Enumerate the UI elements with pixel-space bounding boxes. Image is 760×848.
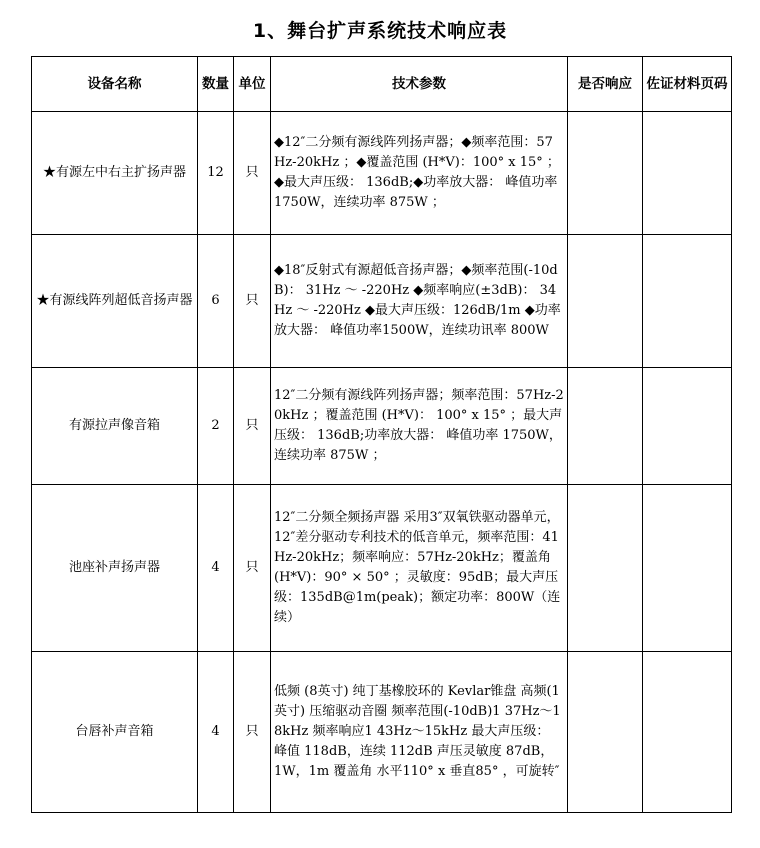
tech-params-cell: ◆18″反射式有源超低音扬声器；◆频率范围(-10dB)： 31Hz ～ -220Hz ◆频率响应(±3dB)： 34 Hz ～ -220Hz ◆最大声压级：126dB/1m ◆功率放大器： 峰值功率1500W，连续功讯率 800W xyxy=(271,235,568,368)
quantity-cell: 12 xyxy=(198,112,234,235)
unit-cell: 只 xyxy=(234,112,271,235)
tech-response-table xyxy=(31,56,732,813)
device-name-cell: 台唇补声音箱 xyxy=(32,652,198,813)
unit-cell: 只 xyxy=(234,235,271,368)
table-header-row xyxy=(32,57,732,112)
device-name-cell: ★有源线阵列超低音扬声器 xyxy=(32,235,198,368)
unit-cell: 只 xyxy=(234,652,271,813)
quantity-cell: 2 xyxy=(198,368,234,485)
unit-cell: 只 xyxy=(234,368,271,485)
device-name-cell: ★有源左中右主扩扬声器 xyxy=(32,112,198,235)
table-row xyxy=(32,652,732,813)
quantity-cell: 4 xyxy=(198,485,234,652)
unit-cell: 只 xyxy=(234,485,271,652)
table-row xyxy=(32,112,732,235)
tech-params-cell: 12″二分频全频扬声器 采用3″双氧铁驱动器单元，12″差分驱动专利技术的低音单元，频率范围：41Hz-20kHz；频率响应：57Hz-20kHz；覆盖角 (H*V)：90° × 50° ；灵敏度：95dB；最大声压级：135dB@1m(peak)；额定功率：800W（连续） xyxy=(271,485,568,652)
col-header-evidence-page: 佐证材料页码 xyxy=(643,57,732,112)
response-cell xyxy=(568,368,643,485)
evidence-page-cell xyxy=(643,652,732,813)
quantity-cell: 6 xyxy=(198,235,234,368)
response-cell xyxy=(568,235,643,368)
col-header-tech-params: 技术参数 xyxy=(271,57,568,112)
tech-params-cell: ◆12″二分频有源线阵列扬声器；◆频率范围：57Hz-20kHz ；◆覆盖范围 (H*V)：100° x 15° ；◆最大声压级： 136dB;◆功率放大器： 峰值功率 1750W，连续功率 875W ； xyxy=(271,112,568,235)
evidence-page-cell xyxy=(643,235,732,368)
col-header-unit: 单位 xyxy=(234,57,271,112)
tech-params-cell: 12″二分频有源线阵列扬声器；频率范围：57Hz-20kHz ；覆盖范围 (H*V)： 100° x 15° ；最大声压级： 136dB;功率放大器： 峰值功率 1750W，连续功率 875W ； xyxy=(271,368,568,485)
quantity-cell: 4 xyxy=(198,652,234,813)
table-row xyxy=(32,368,732,485)
tech-params-cell: 低频 (8英寸) 纯丁基橡胶环的 Kevlar锥盘 高频(1 英寸) 压缩驱动音圈 频率范围(-10dB)1 37Hz～18kHz 频率响应1 43Hz～15kHz 最大声压级： 峰值 118dB，连续 112dB 声压灵敏度 87dB， 1W，1m 覆盖角 水平110° x 垂直85° ，可旋转″ xyxy=(271,652,568,813)
page-title: 1、舞台扩声系统技术响应表 xyxy=(252,20,508,42)
evidence-page-cell xyxy=(643,368,732,485)
device-name-cell: 池座补声扬声器 xyxy=(32,485,198,652)
table-row xyxy=(32,235,732,368)
evidence-page-cell xyxy=(643,485,732,652)
col-header-quantity: 数量 xyxy=(198,57,234,112)
table-row xyxy=(32,485,732,652)
evidence-page-cell xyxy=(643,112,732,235)
col-header-device-name: 设备名称 xyxy=(32,57,198,112)
response-cell xyxy=(568,652,643,813)
response-cell xyxy=(568,485,643,652)
col-header-response: 是否响应 xyxy=(568,57,643,112)
response-cell xyxy=(568,112,643,235)
device-name-cell: 有源拉声像音箱 xyxy=(32,368,198,485)
